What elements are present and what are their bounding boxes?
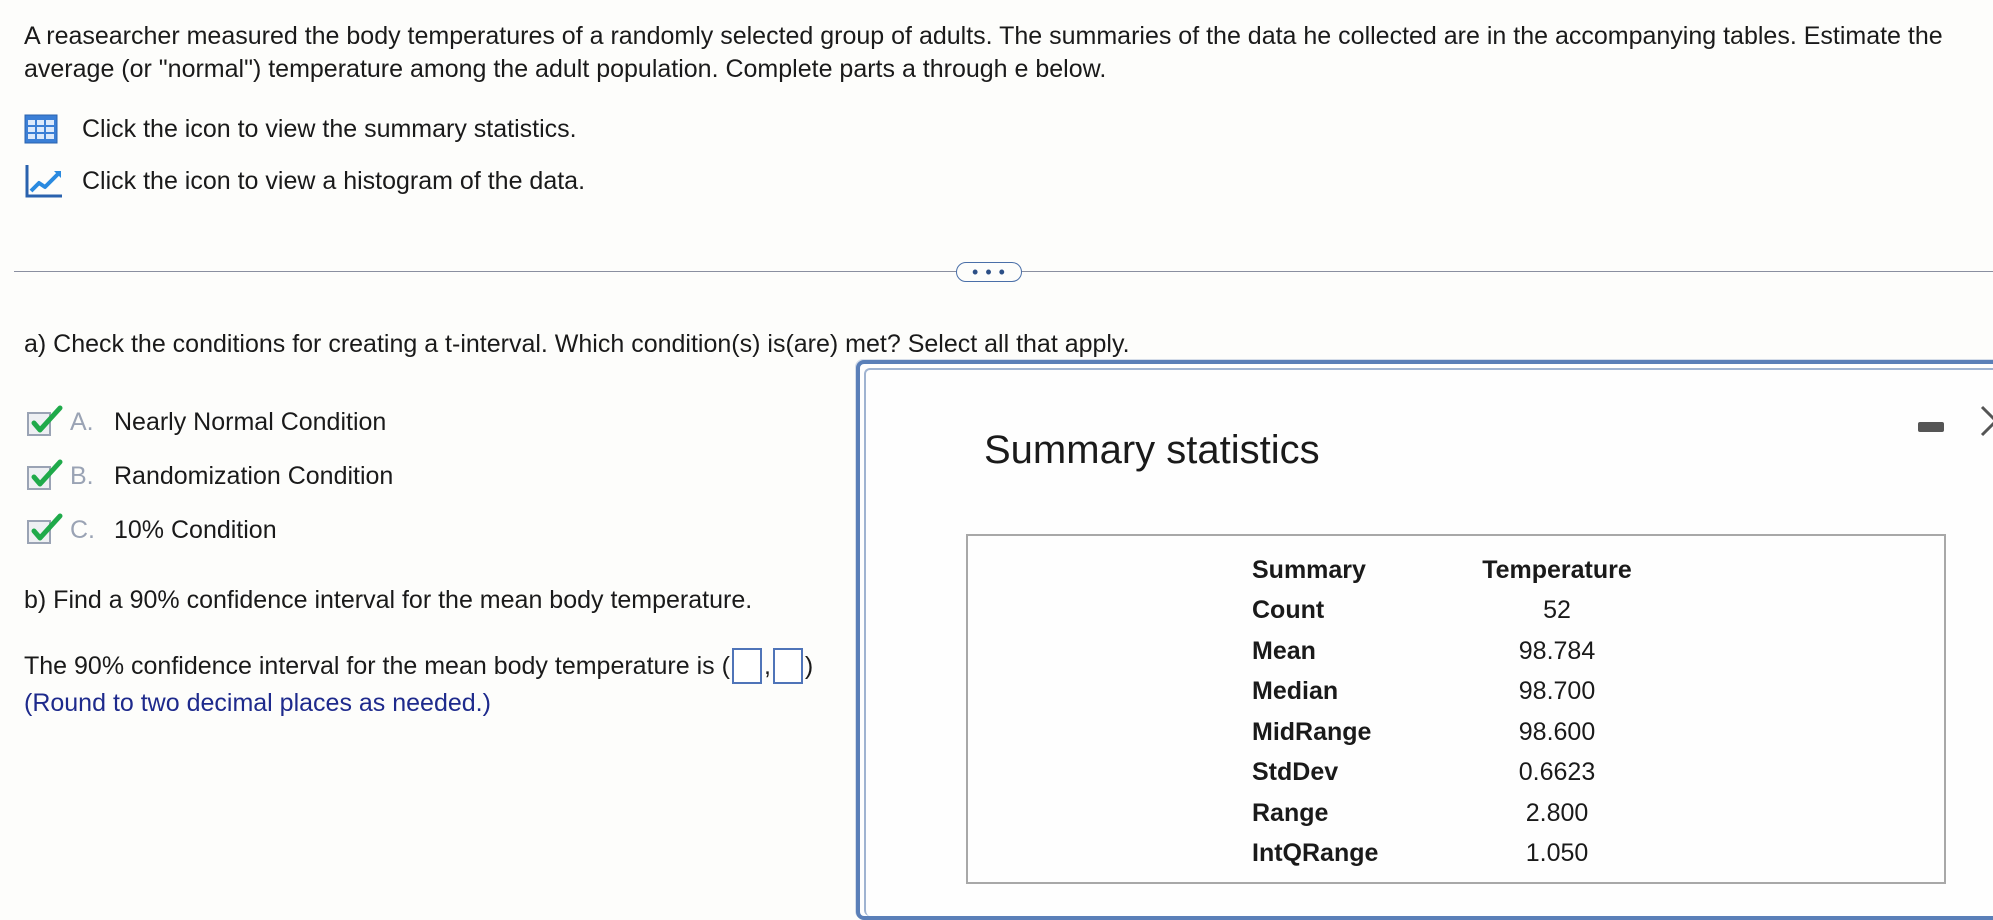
stat-label: MidRange [1252,717,1372,746]
option-a[interactable] [26,405,386,439]
answer-prefix: The 90% confidence interval for the mean body temperature is ( [24,651,730,680]
stat-value: 1.050 [1525,839,1589,868]
stat-label: Range [1252,798,1329,827]
stat-value: 98.784 [1518,636,1596,665]
option-b[interactable] [26,459,393,493]
stat-label: StdDev [1252,758,1339,787]
answer-suffix: ) [804,651,814,680]
option-label: 10% Condition [114,515,277,544]
table-row [1252,631,1652,672]
stat-value: 2.800 [1525,798,1589,827]
minimize-icon[interactable] [1918,422,1944,432]
stat-label: IntQRange [1252,839,1379,868]
rounding-hint: (Round to two decimal places as needed.) [24,689,491,717]
histogram-link[interactable] [24,164,585,198]
chart-line-icon[interactable] [24,164,64,198]
answer-separator: , [763,651,771,680]
table-header-row [1252,550,1652,591]
popup-title: Summary statistics [984,428,1320,472]
summary-table-box [966,534,1946,884]
stat-value: 98.600 [1518,717,1596,746]
table-row [1252,834,1652,875]
option-c[interactable] [26,513,277,547]
summary-statistics-popup [856,360,1993,920]
part-a-question: a) Check the conditions for creating a t-interval. Which condition(s) is(are) met? Select all that apply. [24,330,1130,358]
table-row [1252,753,1652,794]
stat-label: Median [1252,677,1339,706]
column-header: Temperature [1482,555,1632,584]
option-letter: A. [70,407,94,436]
table-row [1252,793,1652,834]
option-label: Randomization Condition [114,461,394,490]
upper-bound-input[interactable] [773,648,803,684]
column-header: Summary [1252,555,1366,584]
checkbox-checked-icon[interactable] [26,459,66,493]
expand-more-button[interactable]: • • • [956,262,1022,282]
close-icon[interactable] [1978,404,1993,447]
problem-statement: A reasearcher measured the body temperatures of a randomly selected group of adults. The summaries of the data he collected are in the accompanying tables. Estimate the average (or "normal") temperature among the adult population. Complete parts a through e below. [24,22,1943,83]
part-b-question: b) Find a 90% confidence interval for the mean body temperature. [24,586,753,614]
stat-value: 98.700 [1518,677,1596,706]
stat-label: Mean [1252,636,1316,665]
histogram-link-text[interactable]: Click the icon to view a histogram of the data. [82,166,586,195]
stat-value: 52 [1543,596,1571,625]
stat-value: 0.6623 [1518,758,1596,787]
checkbox-checked-icon[interactable] [26,405,66,439]
lower-bound-input[interactable] [732,648,762,684]
answer-line [24,648,813,684]
stat-label: Count [1252,596,1325,625]
summary-stats-link[interactable] [24,112,577,146]
option-letter: B. [70,461,94,490]
option-label: Nearly Normal Condition [114,407,387,436]
summary-statistics-table [1252,550,1652,874]
table-row [1252,712,1652,753]
table-row [1252,672,1652,713]
table-icon[interactable] [24,112,64,146]
checkbox-checked-icon[interactable] [26,513,66,547]
summary-stats-link-text[interactable]: Click the icon to view the summary statistics. [82,114,577,143]
table-row [1252,591,1652,632]
option-letter: C. [70,515,95,544]
